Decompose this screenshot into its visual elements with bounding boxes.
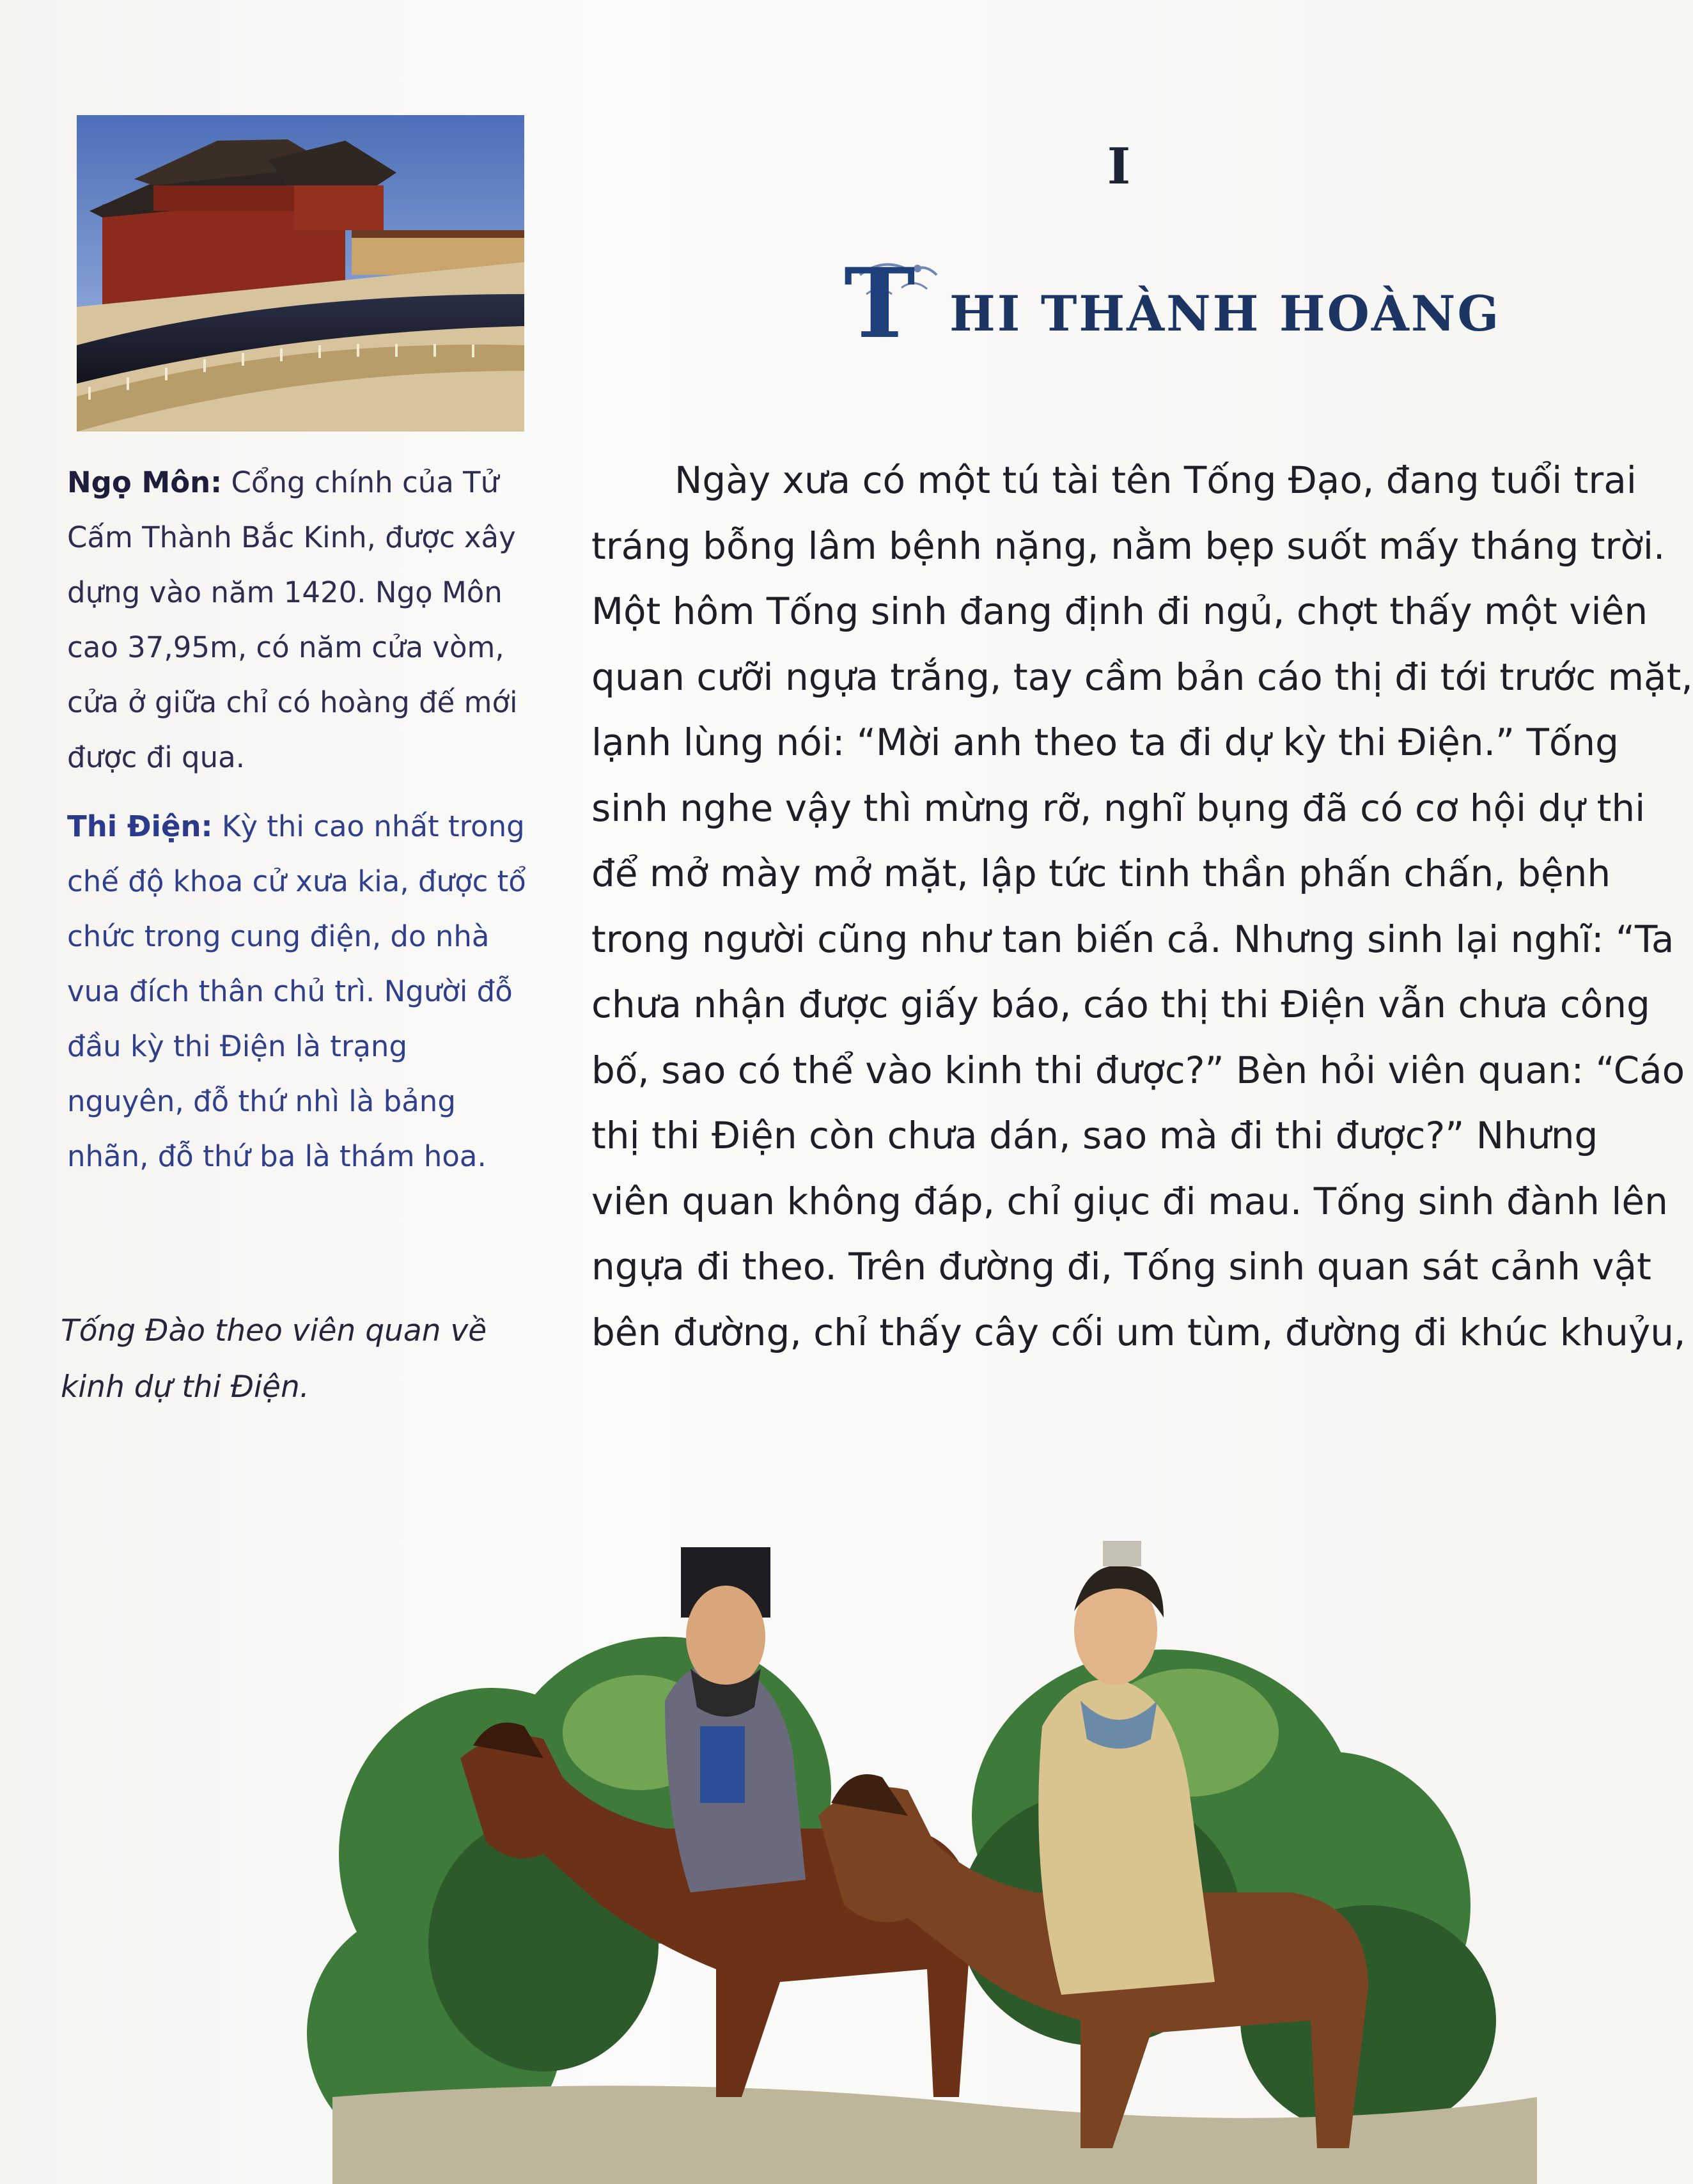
note-text: Kỳ thi cao nhất trong chế độ khoa cử xưa kia, được tổ chức trong cung điện, do nhà vua đích thân chủ trì. Người đỗ đầu kỳ thi Điện là trạng nguyên, đỗ thứ nhì là bảng nhãn, đỗ thứ ba là thám hoa.	[67, 809, 526, 1173]
illustration-caption: Tống Đào theo viên quan về kinh dự thi Điện.	[61, 1313, 487, 1405]
story-line: lạnh lùng nói: “Mời anh theo ta đi dự kỳ thi Điện.” Tống	[591, 721, 1619, 764]
story-line: bên đường, chỉ thấy cây cối um tùm, đường đi khúc khuỷu,	[591, 1310, 1686, 1354]
riders-image	[332, 1458, 1537, 2184]
note-term: Ngọ Môn:	[67, 465, 222, 499]
story-line: quan cưỡi ngựa trắng, tay cầm bản cáo thị đi tới trước mặt,	[591, 655, 1693, 699]
riders-illustration	[332, 1458, 1537, 2184]
story-line: chưa nhận được giấy báo, cáo thị thi Điện vẫn chưa công	[591, 983, 1650, 1026]
story-line: bố, sao có thể vào kinh thi được?” Bèn hỏi viên quan: “Cáo	[591, 1048, 1685, 1092]
story-line: Ngày xưa có một tú tài tên Tống Đạo, đang tuổi trai	[675, 458, 1637, 502]
chapter-number: I	[1107, 137, 1131, 196]
note-thi-dien	[67, 799, 527, 1184]
story-line: tráng bỗng lâm bệnh nặng, nằm bẹp suốt mấy tháng trời.	[591, 524, 1666, 568]
title-text: HI THÀNH HOÀNG	[949, 285, 1501, 342]
note-term: Thi Điện:	[67, 809, 213, 843]
title-dropcap: T	[844, 247, 916, 360]
note-ngo-mon	[67, 455, 527, 785]
story-line: để mở mày mở mặt, lập tức tinh thần phấn chấn, bệnh	[591, 852, 1611, 895]
chapter-title	[844, 247, 1501, 364]
story-line: ngựa đi theo. Trên đường đi, Tống sinh quan sát cảnh vật	[591, 1245, 1651, 1288]
note-text: Cổng chính của Tử Cấm Thành Bắc Kinh, được xây dựng vào năm 1420. Ngọ Môn cao 37,95m, có năm cửa vòm, cửa ở giữa chỉ có hoàng đế mới được đi qua.	[67, 465, 518, 774]
story-text	[591, 448, 1693, 1365]
story-line: thị thi Điện còn chưa dán, sao mà đi thi được?” Nhưng	[591, 1114, 1598, 1157]
story-line: trong người cũng như tan biến cả. Nhưng sinh lại nghĩ: “Ta	[591, 917, 1674, 961]
ngo-mon-image	[77, 115, 524, 432]
story-line: Một hôm Tống sinh đang định đi ngủ, chợt thấy một viên	[591, 589, 1648, 633]
ngo-mon-photo	[77, 115, 524, 432]
story-line: viên quan không đáp, chỉ giục đi mau. Tống sinh đành lên	[591, 1179, 1668, 1223]
story-line: sinh nghe vậy thì mừng rỡ, nghĩ bụng đã có cơ hội dự thi	[591, 786, 1646, 830]
